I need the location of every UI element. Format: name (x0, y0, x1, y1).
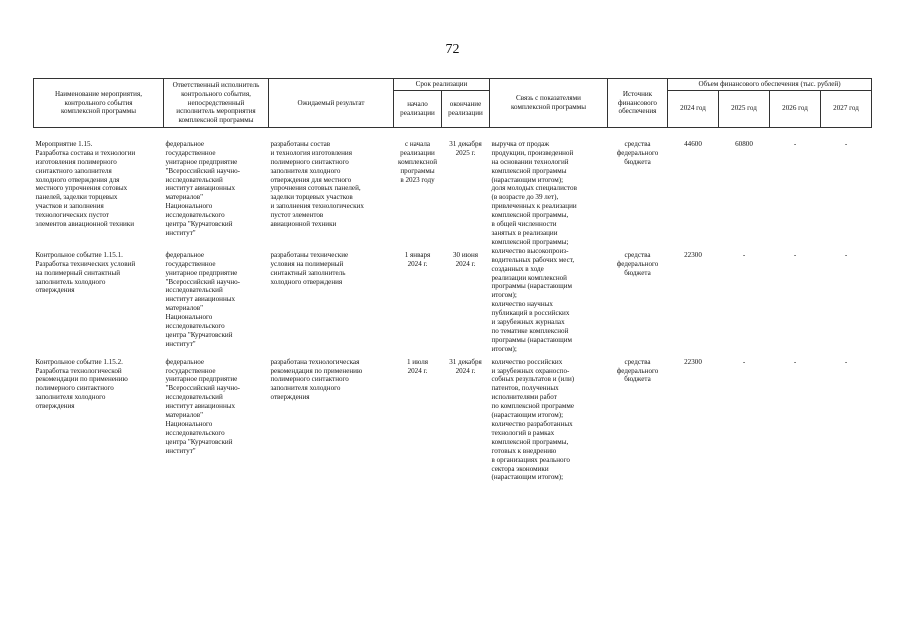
header-period: Срок реализации (394, 79, 490, 91)
header-year-2026: 2026 год (770, 90, 821, 127)
cell-2025: - (742, 357, 746, 366)
cell-end: 30 июня 2024 г. (452, 250, 479, 268)
cell-result: разработаны состав и технология изготовления полимерного синтактного заполнителя холодного отверждения для местного упрочнения сотовых панелей, заделки торцевых участков и заполнения технологических пустот элементов авиационной техники (270, 139, 364, 229)
cell-2026: - (793, 357, 797, 366)
cell-responsible: федеральное государственное унитарное предприятие "Всероссийский научно- исследовательский институт авиационных материалов" Национального исследовательского центра "Курчатовский институт" (165, 250, 241, 348)
cell-2026: - (793, 139, 797, 148)
cell-responsible: федеральное государственное унитарное предприятие "Всероссийский научно- исследовательский институт авиационных материалов" Национального исследовательского центра "Курчатовский институт" (165, 139, 241, 237)
header-start: начало реализации (394, 90, 442, 127)
program-table (33, 78, 872, 482)
cell-source: средства федерального бюджета (616, 250, 659, 277)
cell-link: количество российских и зарубежных охраноспо- собных результатов и (или) патентов, полученных исполнителями работ по комплексной программе (нарастающим итогом); количество разработанных технологий в рамках комплексной программы, готовых к внедрению в организациях реального сектора экономики (нарастающим итогом); (491, 357, 575, 482)
cell-start: с начала реализации комплексной программы в 2023 году (397, 139, 438, 184)
cell-link: количество высокопроиз- водительных рабочих мест, созданных в ходе реализации комплексной программы (нарастающим итогом); количество научных публикаций в российских и зарубежных журналах по тематике комплексной программы (нарастающим итогом); (491, 246, 575, 353)
table-row (34, 354, 872, 483)
cell-2027: - (844, 357, 848, 366)
cell-start: 1 июля 2024 г. (406, 357, 429, 375)
header-responsible: Ответственный исполнитель контрольного события, непосредственный исполнитель мероприятия комплексной программы (164, 79, 269, 128)
cell-result: разработана технологическая рекомендация по применению полимерного синтактного заполнителя холодного отверждения (270, 357, 363, 402)
cell-2025: - (742, 250, 746, 259)
cell-result: разработаны технические условия на полимерный синтактный заполнитель холодного отверждения (270, 250, 349, 286)
cell-2026: - (793, 250, 797, 259)
cell-2027: - (844, 250, 848, 259)
cell-name: Контрольное событие 1.15.2. Разработка технологической рекомендации по применению полимерного синтактного заполнителя холодного отверждения (35, 357, 128, 411)
cell-source: средства федерального бюджета (616, 139, 659, 166)
cell-2024: 22300 (684, 357, 702, 366)
cell-source: средства федерального бюджета (616, 357, 659, 384)
cell-responsible: федеральное государственное унитарное предприятие "Всероссийский научно- исследовательский институт авиационных материалов" Национального исследовательского центра "Курчатовский институт" (165, 357, 241, 455)
header-end: окончание реализации (442, 90, 490, 127)
cell-2025: 60800 (735, 139, 753, 148)
cell-2027: - (844, 139, 848, 148)
header-source: Источник финансового обеспечения (608, 79, 668, 128)
cell-name: Мероприятие 1.15. Разработка состава и технологии изготовления полимерного синтактного заполнителя холодного отверждения для местного упрочнения сотовых панелей, заделки торцевых участков и заполнения технологических пустот элементов авиационной техники (35, 139, 136, 229)
header-funding: Объем финансового обеспечения (тыс. рублей) (668, 79, 872, 91)
header-name: Наименование мероприятия, контрольного события комплексной программы (34, 79, 164, 128)
table-row (34, 247, 872, 354)
table-header (34, 79, 872, 128)
table-row (34, 127, 872, 246)
cell-2024: 22300 (684, 250, 702, 259)
header-result: Ожидаемый результат (269, 79, 394, 128)
page-number: 72 (445, 42, 460, 57)
cell-end: 31 декабря 2024 г. (449, 357, 482, 375)
header-link: Связь с показателями комплексной программы (490, 79, 608, 128)
cell-end: 31 декабря 2025 г. (449, 139, 482, 157)
header-year-2027: 2027 год (821, 90, 872, 127)
header-year-2025: 2025 год (719, 90, 770, 127)
cell-start: 1 января 2024 г. (404, 250, 431, 268)
cell-2024: 44600 (684, 139, 702, 148)
cell-link: выручка от продаж продукции, произведенной на основании технологий комплексной программы (нарастающим итогом); доля молодых специалистов (в возрасте до 39 лет), привлеченных к реализации комплексной программы, в общей численности занятых в реализации комплексной программы; (491, 139, 577, 246)
cell-name: Контрольное событие 1.15.1. Разработка технических условий на полимерный синтактный заполнитель холодного отверждения (35, 250, 136, 295)
header-year-2024: 2024 год (668, 90, 719, 127)
